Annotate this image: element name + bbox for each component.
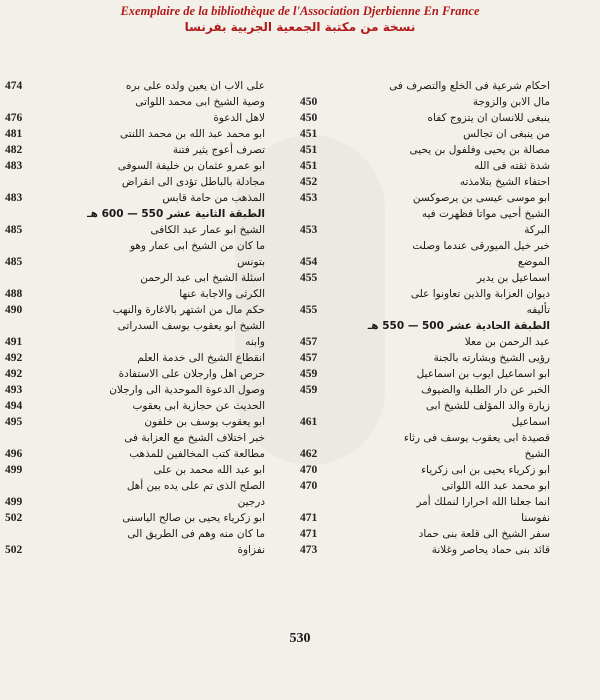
toc-entry-text: حكم مال من اشتهر بالاغارة والنهب [112, 304, 265, 316]
toc-entry-text: الكرثى والاجابة عنها [179, 288, 265, 300]
toc-entry-text: درجين [237, 496, 265, 508]
page-number: 530 [289, 631, 311, 646]
toc-entry [300, 478, 550, 494]
toc-page-number: 488 [5, 288, 23, 300]
toc-entry [5, 382, 265, 398]
toc-page-number: 502 [5, 544, 23, 556]
toc-entry-text: انما جعلنا الله احرارا لنملك أمر [416, 496, 550, 508]
section-heading [5, 206, 265, 222]
toc-page-number: 462 [300, 448, 318, 460]
toc-entry-text: الشيخ [524, 448, 550, 460]
toc-page-number: 459 [300, 384, 318, 396]
toc-page-number: 470 [300, 464, 318, 476]
toc-entry [5, 94, 265, 126]
toc-page-number: 452 [300, 176, 318, 188]
toc-entry [300, 270, 550, 286]
toc-page-number: 492 [5, 352, 23, 364]
toc-entry-text: زيارة والد المؤلف للشيخ ابى [425, 400, 550, 412]
toc-entry-text: ابو محمد عبد الله اللواتى [441, 480, 550, 492]
toc-page-number: 499 [5, 496, 23, 508]
toc-entry-text: البركة [524, 224, 550, 236]
toc-entry [300, 350, 550, 366]
toc-entry-text: ما كان من الشيخ ابى عمار وهو [129, 240, 265, 252]
header-french: Exemplaire de la bibliothèque de l'Association Djerbienne En France [120, 4, 480, 18]
toc-entry [300, 286, 550, 318]
toc-page-number: 485 [5, 256, 23, 268]
toc-entry-text: عبد الرحمن بن معلا [464, 336, 550, 348]
toc-entry-text: الخبر عن دار الطلبة والضيوف [421, 384, 550, 396]
toc-page-number: 495 [5, 416, 23, 428]
toc-entry-text: على الاب ان يعين ولده على بره [125, 80, 265, 92]
toc-entry-text: خبر اختلاف الشيخ مع العزابة فى [124, 432, 265, 444]
toc-entry [5, 414, 265, 430]
toc-entry [5, 366, 265, 382]
toc-page-number: 493 [5, 384, 23, 396]
toc-entry [300, 366, 550, 382]
toc-entry-text: ما كان منه وهم فى الطريق الى [127, 528, 265, 540]
toc-page-number: 455 [300, 304, 318, 316]
toc-entry-text: احتفاء الشيخ بتلامذته [459, 176, 550, 188]
toc-page-number: 471 [300, 528, 318, 540]
toc-entry [5, 350, 265, 366]
toc-page-number: 496 [5, 448, 23, 460]
toc-entry [5, 302, 265, 318]
toc-page-number: 451 [300, 128, 318, 140]
toc-entry-text: الشيخ أحيى مواتا فظهرت فيه [421, 208, 550, 220]
toc-entry [300, 542, 550, 558]
toc-page-number: 481 [5, 128, 23, 140]
toc-page-number: 483 [5, 192, 23, 204]
toc-page-number: 485 [5, 224, 23, 236]
toc-entry [5, 142, 265, 158]
toc-entry-text: ابو عبد الله محمد بن على [153, 464, 265, 476]
toc-entry-text: نفزاوة [237, 544, 265, 556]
toc-page-number: 459 [300, 368, 318, 380]
toc-right-column [300, 78, 550, 558]
toc-entry [300, 206, 550, 238]
toc-page-number: 450 [300, 96, 318, 108]
toc-entry-text: احكام شرعية فى الخلع والتصرف فى [389, 80, 550, 92]
toc-entry-text: ابو زكرياء يحيى بن ابى زكرياء [421, 464, 550, 476]
toc-entry [5, 174, 265, 206]
toc-page-number: 453 [300, 224, 318, 236]
toc-entry-text: اسماعيل [511, 416, 550, 428]
toc-entry-text: تصرف أعوج يثير فتنة [172, 144, 265, 156]
toc-entry [5, 478, 265, 510]
toc-entry [5, 318, 265, 350]
toc-entry-text: ابو زكرياء يحيى بن صالح الياسنى [122, 512, 265, 524]
toc-entry-text: ابو يعقوب يوسف بن خلفون [144, 416, 265, 428]
toc-entry-text: رؤيى الشيخ وبشارته بالجنة [433, 352, 550, 364]
toc-page-number: 482 [5, 144, 23, 156]
toc-entry [5, 462, 265, 478]
toc-page-number: 473 [300, 544, 318, 556]
toc-entry [5, 510, 265, 526]
section-heading-text: الطبقة الحادية عشر 500 — 550 هـ [367, 320, 550, 332]
toc-entry-text: ابو محمد عبد الله بن محمد اللنتى [119, 128, 265, 140]
toc-entry-text: من ينبغى ان تجالس [463, 128, 550, 140]
toc-entry [300, 382, 550, 398]
toc-entry [300, 142, 550, 158]
toc-page-number: 450 [300, 112, 318, 124]
toc-page-number: 454 [300, 256, 318, 268]
toc-entry [300, 126, 550, 142]
toc-entry-text: مال الابن والزوجة [472, 96, 550, 108]
toc-entry-text: المذهب من حامة قابس [162, 192, 265, 204]
toc-entry [300, 158, 550, 174]
toc-page-number: 461 [300, 416, 318, 428]
toc-entry-text: اسماعيل بن يدير [476, 272, 550, 284]
toc-page-number: 453 [300, 192, 318, 204]
toc-entry [5, 398, 265, 414]
toc-entry [300, 526, 550, 542]
toc-page-number: 470 [300, 480, 318, 492]
toc-entry-text: تأليفه [526, 304, 550, 316]
toc-entry-text: ابو عمرو عثمان بن خليفة السوفى [117, 160, 265, 172]
toc-entry [300, 78, 550, 110]
section-heading-text: الطبقة الثانية عشر 550 — 600 هـ [87, 208, 265, 220]
toc-entry [300, 174, 550, 190]
toc-entry-text: حرص اهل وارجلان على الاستفادة [118, 368, 265, 380]
toc-entry [5, 126, 265, 142]
toc-entry-text: خبر خيل الميورقى عندما وصلت [412, 240, 550, 252]
toc-page-number: 490 [5, 304, 23, 316]
toc-page-number: 494 [5, 400, 23, 412]
toc-entry [300, 398, 550, 430]
toc-page-number: 499 [5, 464, 23, 476]
toc-page-number: 455 [300, 272, 318, 284]
toc-page-number: 483 [5, 160, 23, 172]
toc-entry [300, 430, 550, 462]
toc-entry-text: وصية الشيخ ابى محمد اللواتى [135, 96, 265, 108]
toc-entry-text: الصلح الذى تم على يده بين أهل [126, 480, 265, 492]
toc-entry-text: وصول الدعوة الموحدية الى وارجلان [109, 384, 265, 396]
toc-entry-text: الشيخ ابو يعقوب يوسف السدراتى [117, 320, 265, 332]
toc-entry-text: مجادلة بالباطل تؤدى الى انقراض [121, 176, 265, 188]
toc-entry [300, 334, 550, 350]
toc-entry-text: قصيدة ابى يعقوب يوسف فى رثاء [403, 432, 550, 444]
toc-entry-text: شدة ثقته فى الله [474, 160, 550, 172]
toc-entry-text: الشيخ ابو عمار عبد الكافى [150, 224, 265, 236]
toc-entry [5, 526, 265, 558]
toc-entry [5, 430, 265, 462]
toc-page-number: 492 [5, 368, 23, 380]
toc-page-number: 474 [5, 80, 23, 92]
toc-page-number: 457 [300, 336, 318, 348]
toc-page-number: 502 [5, 512, 23, 524]
toc-page-number: 471 [300, 512, 318, 524]
toc-entry-text: مصالة بن يحيى وفلفول بن يحيى [409, 144, 550, 156]
toc-page-number: 457 [300, 352, 318, 364]
toc-entry [300, 494, 550, 526]
toc-entry-text: ينبغى للانسان ان يتزوج كفاه [427, 112, 550, 124]
toc-entry-text: نفوسنا [521, 512, 550, 524]
toc-entry-text: مطالعة كتب المخالفين للمذهب [129, 448, 265, 460]
toc-entry-text: الموضع [517, 256, 550, 268]
toc-entry [5, 270, 265, 302]
toc-page-number: 451 [300, 160, 318, 172]
library-header [0, 4, 600, 35]
toc-entry-text: اسئلة الشيخ ابى عبد الرحمن [140, 272, 265, 284]
toc-entry [300, 462, 550, 478]
toc-entry-text: سفر الشيخ الى قلعة بنى حماد [418, 528, 550, 540]
toc-entry-text: ابو اسماعيل ايوب بن اسماعيل [416, 368, 550, 380]
toc-entry [5, 158, 265, 174]
toc-page-number: 491 [5, 336, 23, 348]
toc-entry-text: وابنه [245, 336, 265, 348]
toc-entry-text: قائد بنى حماد يحاصر وغلانة [431, 544, 550, 556]
toc-entry-text: ابو موسى عيسى بن يرصوكسن [412, 192, 550, 204]
toc-entry [300, 190, 550, 206]
header-arabic: نسخة من مكتبة الجمعية الجربية بفرنسا [184, 20, 416, 34]
toc-entry-text: الحديث عن حجازية ابى يعقوب [132, 400, 265, 412]
toc-page-number: 476 [5, 112, 23, 124]
toc-entry-text: انقطاع الشيخ الى خدمة العلم [137, 352, 265, 364]
section-heading [300, 318, 550, 334]
toc-entry-text: ديوان العزابة والذين تعاونوا على [410, 288, 550, 300]
toc-entry [5, 222, 265, 238]
toc-left-column [5, 78, 265, 558]
toc-entry [5, 78, 265, 94]
toc-entry [300, 110, 550, 126]
toc-entry-text: لاهل الدعوة [213, 112, 265, 124]
toc-entry [5, 238, 265, 270]
toc-entry [300, 238, 550, 270]
toc-entry-text: بتونس [237, 256, 265, 268]
toc-page-number: 451 [300, 144, 318, 156]
